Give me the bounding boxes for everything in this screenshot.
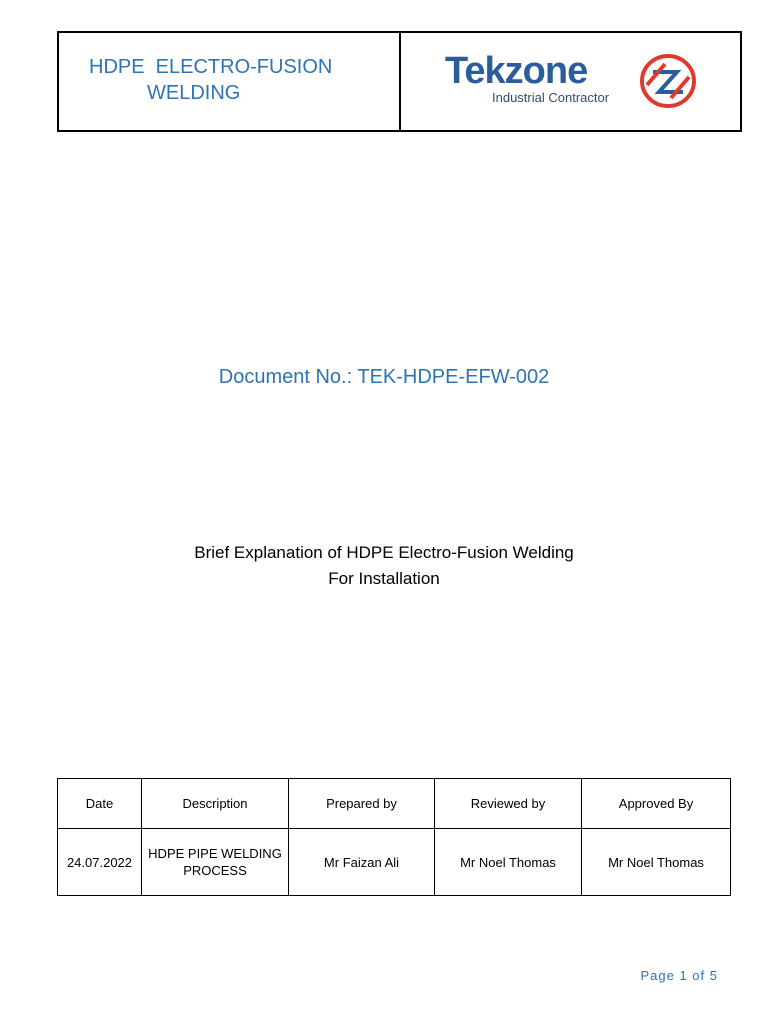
document-subject-line1: Brief Explanation of HDPE Electro-Fusion Welding: [194, 543, 574, 562]
table-header-cell: Description: [142, 779, 289, 829]
document-header: [57, 31, 742, 132]
table-header-cell: Prepared by: [289, 779, 435, 829]
table-cell-description: HDPE PIPE WELDING PROCESS: [142, 829, 289, 896]
page-total: 5: [709, 968, 718, 983]
header-title-cell: [59, 33, 401, 130]
table-cell-reviewed-by: Mr Noel Thomas: [435, 829, 582, 896]
table-cell-approved-by: Mr Noel Thomas: [582, 829, 731, 896]
table-header-row: [58, 779, 731, 829]
table-header-cell: Reviewed by: [435, 779, 582, 829]
header-title-line1: HDPE ELECTRO-FUSION: [89, 56, 333, 78]
header-title-line2: WELDING: [147, 82, 241, 104]
tekzone-emblem-icon: [637, 52, 699, 110]
table-header-cell: Date: [58, 779, 142, 829]
table-cell-date: 24.07.2022: [58, 829, 142, 896]
page-of: of: [692, 968, 706, 983]
document-subject-line2: For Installation: [328, 569, 440, 588]
table-row: [58, 829, 731, 896]
document-subject: [0, 540, 768, 592]
document-number: Document No.: TEK-HDPE-EFW-002: [218, 366, 550, 388]
company-logo-wordmark: Tekzone: [445, 50, 588, 92]
company-logo-tagline: Industrial Contractor: [492, 90, 610, 105]
page-label: Page: [640, 968, 675, 983]
table-header-cell: Approved By: [582, 779, 731, 829]
header-title: [89, 54, 332, 106]
signoff-table: [57, 778, 731, 896]
table-cell-prepared-by: Mr Faizan Ali: [289, 829, 435, 896]
page-current: 1: [679, 968, 688, 983]
page-number: [640, 968, 718, 983]
header-logo-cell: [401, 33, 740, 130]
